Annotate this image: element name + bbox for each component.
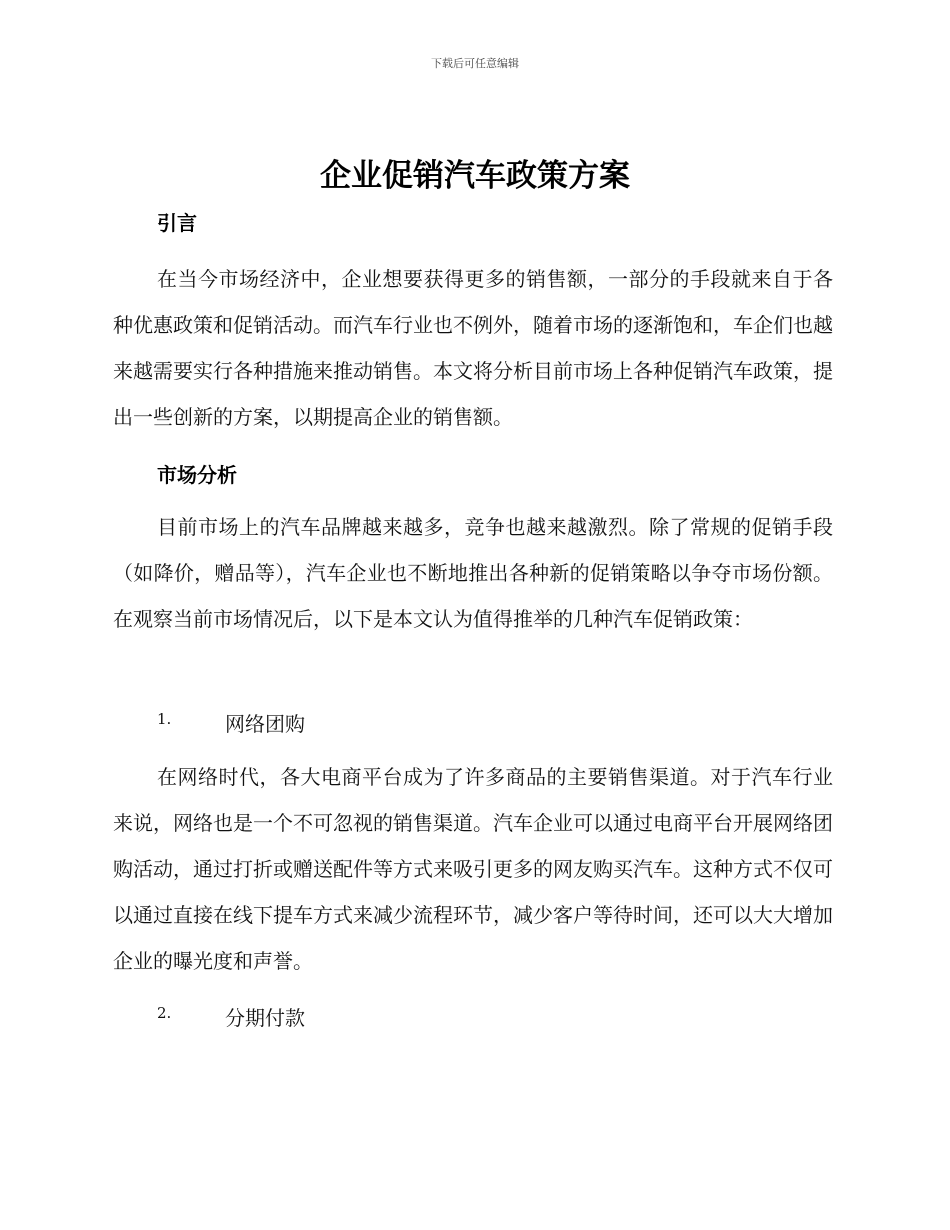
intro-paragraph: 在当今市场经济中，企业想要获得更多的销售额，一部分的手段就来自于各种优惠政策和促销活动。而汽车行业也不例外，随着市场的逐渐饱和，车企们也越来越需要实行各种措施来推动销售。本文将分析目前市场上各种促销汽车政策，提出一些创新的方案，以期提高企业的销售额。 bbox=[113, 267, 833, 429]
item-1-paragraph: 在网络时代，各大电商平台成为了许多商品的主要销售渠道。对于汽车行业来说，网络也是一个不可忽视的销售渠道。汽车企业可以通过电商平台开展网络团购活动，通过打折或赠送配件等方式来吸引更多的网友购买汽车。这种方式不仅可以通过直接在线下提车方式来减少流程环节，减少客户等待时间，还可以大大增加企业的曝光度和声誉。 bbox=[113, 765, 833, 973]
list-number: 1. bbox=[157, 710, 172, 728]
document-title: 企业促销汽车政策方案 bbox=[320, 158, 630, 194]
list-label: 分期付款 bbox=[225, 1006, 305, 1030]
header-note: 下载后可任意编辑 bbox=[431, 57, 519, 70]
list-number: 2. bbox=[157, 1004, 172, 1022]
list-label: 网络团购 bbox=[225, 712, 305, 736]
section-heading-market-analysis: 市场分析 bbox=[157, 463, 237, 487]
market-analysis-paragraph: 目前市场上的汽车品牌越来越多，竞争也越来越激烈。除了常规的促销手段（如降价，赠品等），汽车企业也不断地推出各种新的促销策略以争夺市场份额。在观察当前市场情况后，以下是本文认为值得推举的几种汽车促销政策： bbox=[113, 515, 833, 631]
section-heading-intro: 引言 bbox=[157, 211, 197, 235]
